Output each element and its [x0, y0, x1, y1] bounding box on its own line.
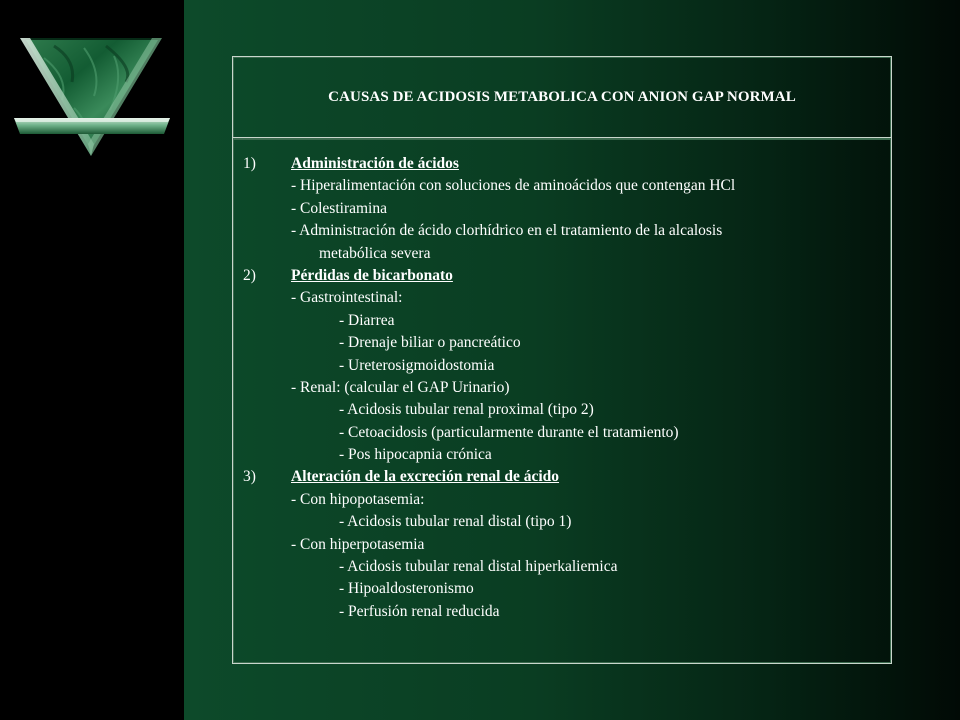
content-text: - Ureterosigmoidostomia	[339, 356, 495, 374]
content-line	[243, 511, 881, 533]
content-text: - Cetoacidosis (particularmente durante el tratamiento)	[339, 423, 679, 441]
content-text: - Renal: (calcular el GAP Urinario)	[291, 378, 510, 396]
content-line	[243, 287, 881, 309]
content-text: - Acidosis tubular renal distal (tipo 1)	[339, 513, 572, 531]
section-heading: Pérdidas de bicarbonato	[291, 266, 453, 284]
content-line	[243, 377, 881, 399]
content-line	[243, 556, 881, 578]
content-text: - Hipoaldosteronismo	[339, 580, 474, 598]
content-text: - Con hiperpotasemia	[291, 535, 425, 553]
content-line	[243, 175, 881, 197]
content-text: - Pos hipocapnia crónica	[339, 446, 492, 464]
section-number: 2)	[243, 266, 256, 284]
content-line	[243, 332, 881, 354]
content-text: - Administración de ácido clorhídrico en el tratamiento de la alcalosis	[291, 222, 723, 240]
section-number: 3)	[243, 468, 256, 486]
section-number: 1)	[243, 155, 256, 172]
content-text: - Colestiramina	[291, 199, 387, 217]
content-text: - Diarrea	[339, 311, 395, 329]
slide-content	[243, 153, 881, 623]
content-text: - Acidosis tubular renal proximal (tipo 2)	[339, 401, 594, 419]
section-heading-row	[243, 265, 881, 287]
content-text: - Perfusión renal reducida	[339, 602, 500, 620]
section-heading-row	[243, 153, 881, 175]
content-frame	[232, 56, 892, 664]
slide-title: CAUSAS DE ACIDOSIS METABOLICA CON ANION GAP NORMAL	[328, 89, 796, 105]
content-line	[243, 310, 881, 332]
content-text: - Con hipopotasemia:	[291, 490, 425, 508]
title-box	[233, 57, 891, 138]
content-line	[243, 355, 881, 377]
section-heading: Alteración de la excreción renal de ácido	[291, 468, 560, 486]
content-text: - Acidosis tubular renal distal hiperkaliemica	[339, 558, 618, 576]
section-heading: Administración de ácidos	[291, 155, 459, 172]
content-text: metabólica severa	[319, 244, 431, 262]
content-text: - Gastrointestinal:	[291, 289, 403, 307]
content-line	[243, 489, 881, 511]
content-line	[243, 534, 881, 556]
content-line	[243, 422, 881, 444]
content-line	[243, 220, 881, 242]
content-text: - Drenaje biliar o pancreático	[339, 334, 521, 352]
content-line	[243, 601, 881, 623]
content-line	[243, 198, 881, 220]
content-line	[243, 243, 881, 265]
content-text: - Hiperalimentación con soluciones de aminoácidos que contengan HCl	[291, 177, 736, 195]
content-line	[243, 444, 881, 466]
content-line	[243, 578, 881, 600]
green-triangle-logo-icon	[14, 38, 176, 178]
content-line	[243, 399, 881, 421]
section-heading-row	[243, 466, 881, 488]
